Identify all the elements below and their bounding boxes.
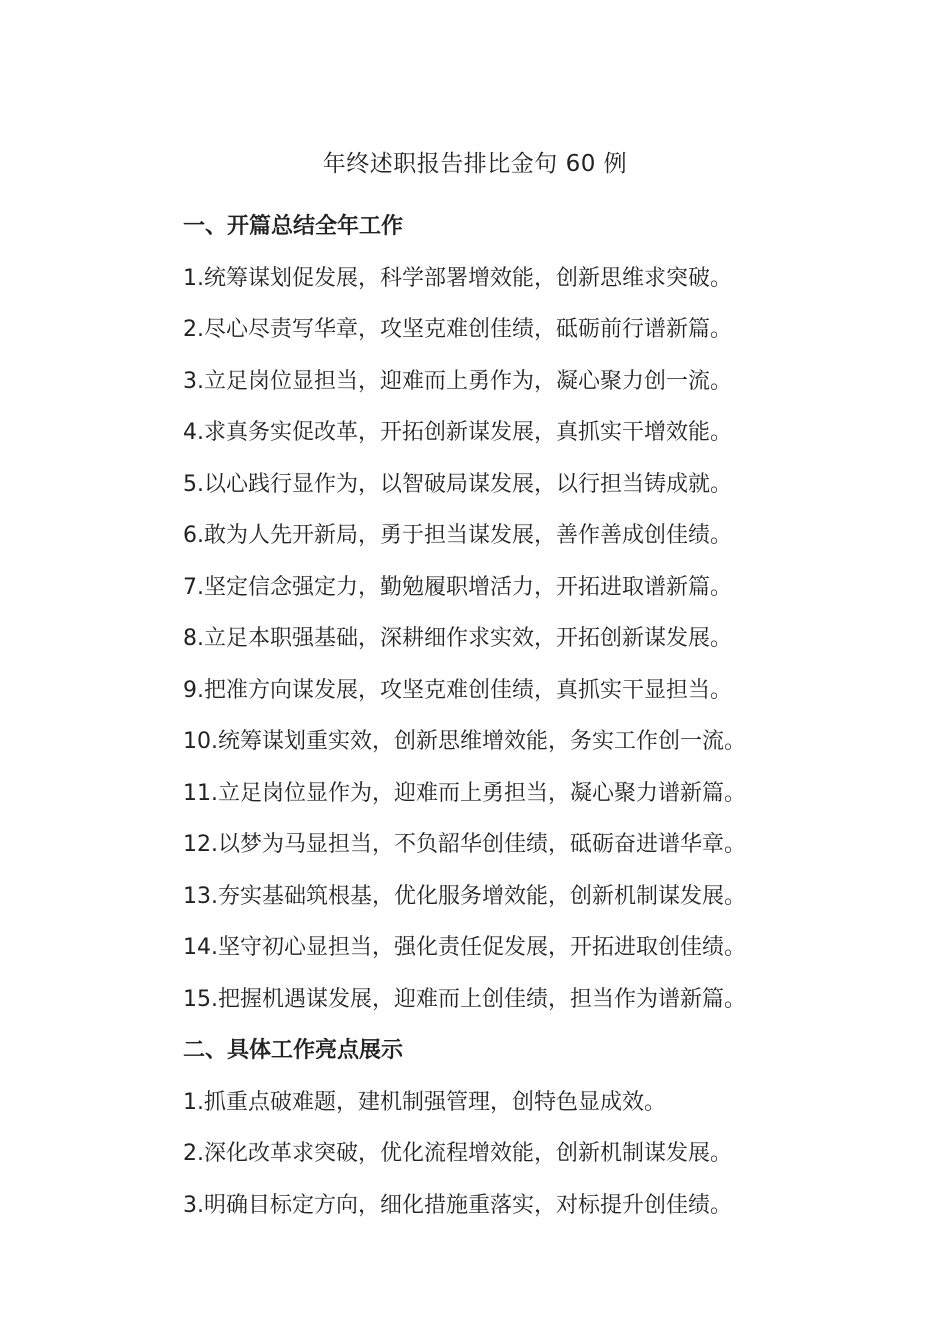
list-item: 8.立足本职强基础，深耕细作求实效，开拓创新谋发展。: [183, 626, 732, 651]
list-item: 1.抓重点破难题，建机制强管理，创特色显成效。: [183, 1089, 666, 1115]
list-item: 13.夯实基础筑根基，优化服务增效能，创新机制谋发展。: [183, 883, 746, 909]
document-body: [183, 205, 923, 1235]
list-item: 15.把握机遇谋发展，迎难而上创佳绩，担当作为谱新篇。: [183, 986, 746, 1012]
list-item: 2.深化改革求突破，优化流程增效能，创新机制谋发展。: [183, 1141, 732, 1166]
list-item: 3.立足岗位显担当，迎难而上勇作为，凝心聚力创一流。: [183, 368, 732, 394]
list-item: 7.坚定信念强定力，勤勉履职增活力，开拓进取谱新篇。: [183, 574, 732, 600]
list-item: 14.坚守初心显担当，强化责任促发展，开拓进取创佳绩。: [183, 935, 746, 960]
list-item: 3.明确目标定方向，细化措施重落实，对标提升创佳绩。: [183, 1192, 732, 1218]
list-item: 12.以梦为马显担当，不负韶华创佳绩，砥砺奋进谱华章。: [183, 832, 746, 857]
document-title: 年终述职报告排比金句 60 例: [322, 151, 628, 177]
list-item: 11.立足岗位显作为，迎难而上勇担当，凝心聚力谱新篇。: [183, 780, 746, 806]
list-item: 9.把准方向谋发展，攻坚克难创佳绩，真抓实干显担当。: [183, 677, 732, 703]
section-heading-2: 二、具体工作亮点展示: [183, 1038, 404, 1063]
list-item: 6.敢为人先开新局，勇于担当谋发展，善作善成创佳绩。: [183, 523, 732, 548]
list-item: 4.求真务实促改革，开拓创新谋发展，真抓实干增效能。: [183, 420, 732, 445]
section-heading-1: 一、开篇总结全年工作: [183, 214, 404, 239]
list-item: 1.统筹谋划促发展，科学部署增效能，创新思维求突破。: [183, 265, 732, 291]
list-item: 10.统筹谋划重实效，创新思维增效能，务实工作创一流。: [183, 729, 746, 754]
list-item: 2.尽心尽责写华章，攻坚克难创佳绩，砥砺前行谱新篇。: [183, 317, 732, 342]
list-item: 5.以心践行显作为，以智破局谋发展，以行担当铸成就。: [183, 471, 732, 497]
